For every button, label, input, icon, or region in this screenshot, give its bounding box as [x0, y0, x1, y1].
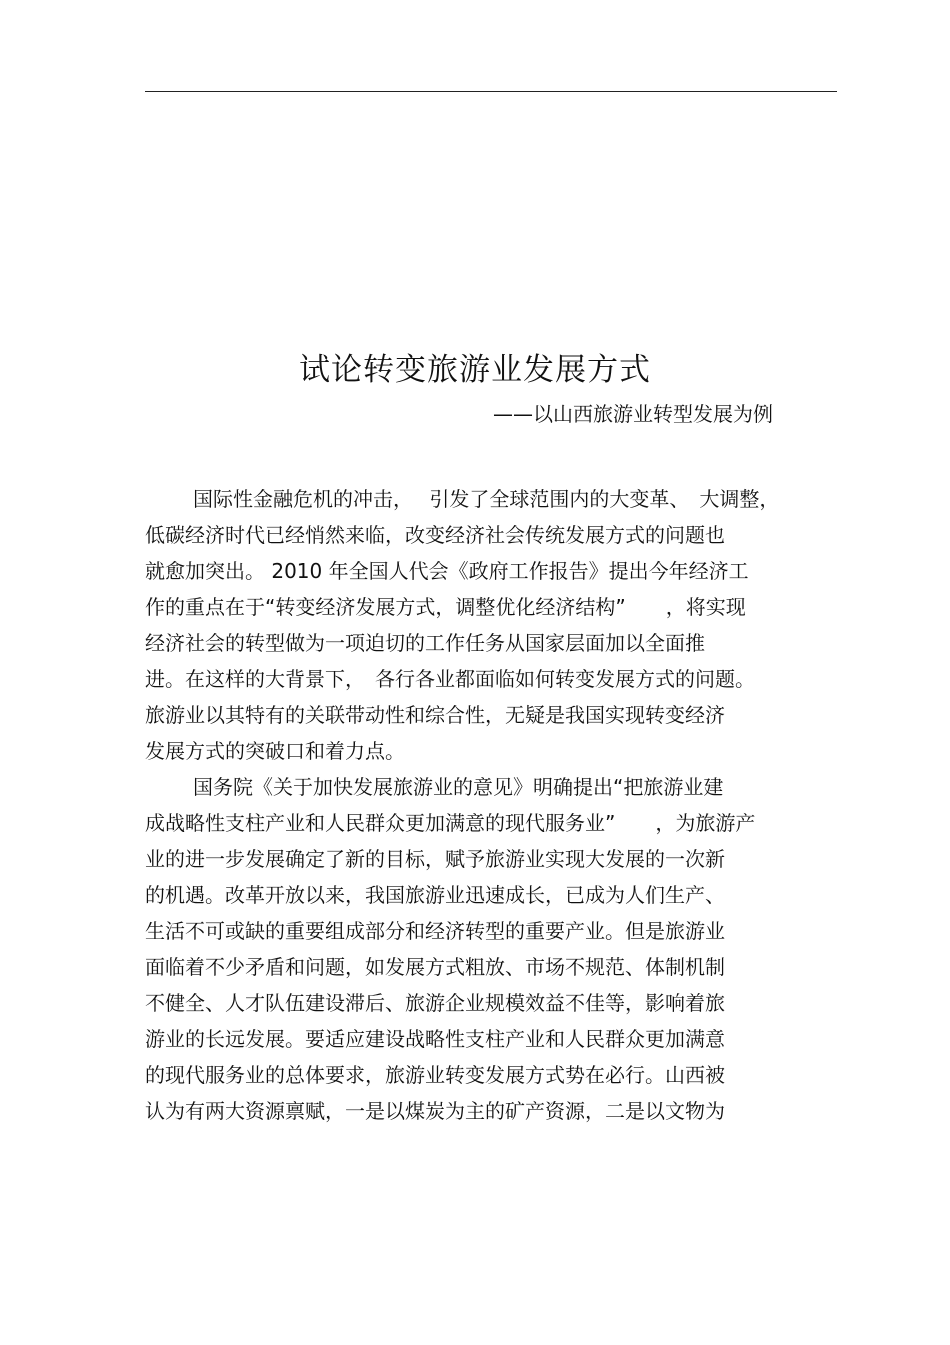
paragraph-2 [145, 769, 845, 1129]
paragraph-line: 的现代服务业的总体要求，旅游业转变发展方式势在必行。山西被 [145, 1063, 725, 1087]
paragraph-1 [145, 481, 845, 769]
paragraph-line: 认为有两大资源禀赋，一是以煤炭为主的矿产资源，二是以文物为 [145, 1099, 725, 1123]
paragraph-line: 国务院《关于加快发展旅游业的意见》明确提出“把旅游业建 [193, 775, 724, 799]
paragraph-line: 国际性金融危机的冲击， 引发了全球范围内的大变革、 大调整， [193, 487, 780, 511]
document-body [145, 481, 845, 1129]
header-rule [145, 91, 837, 92]
paragraph-line: 经济社会的转型做为一项迫切的工作任务从国家层面加以全面推 [145, 631, 705, 655]
paragraph-line: 业的进一步发展确定了新的目标，赋予旅游业实现大发展的一次新 [145, 847, 725, 871]
paragraph-line: 就愈加突出。 2010 年全国人代会《政府工作报告》提出今年经济工 [145, 559, 749, 583]
paragraph-line: 进。在这样的大背景下， 各行各业都面临如何转变发展方式的问题。 [145, 667, 755, 691]
paragraph-line: 低碳经济时代已经悄然来临，改变经济社会传统发展方式的问题也 [145, 523, 725, 547]
paragraph-line: 面临着不少矛盾和问题，如发展方式粗放、市场不规范、体制机制 [145, 955, 725, 979]
paragraph-line: 发展方式的突破口和着力点。 [145, 739, 405, 763]
paragraph-line: 作的重点在于“转变经济发展方式，调整优化经济结构” ，将实现 [145, 595, 746, 619]
document-subtitle: ——以山西旅游业转型发展为例 [493, 402, 773, 426]
paragraph-line: 游业的长远发展。要适应建设战略性支柱产业和人民群众更加满意 [145, 1027, 725, 1051]
paragraph-line: 旅游业以其特有的关联带动性和综合性，无疑是我国实现转变经济 [145, 703, 725, 727]
paragraph-line: 的机遇。改革开放以来，我国旅游业迅速成长，已成为人们生产、 [145, 883, 725, 907]
document-title: 试论转变旅游业发展方式 [299, 352, 651, 388]
paragraph-line: 成战略性支柱产业和人民群众更加满意的现代服务业” ，为旅游产 [145, 811, 756, 835]
paragraph-line: 生活不可或缺的重要组成部分和经济转型的重要产业。但是旅游业 [145, 919, 725, 943]
paragraph-line: 不健全、人才队伍建设滞后、旅游企业规模效益不佳等，影响着旅 [145, 991, 725, 1015]
